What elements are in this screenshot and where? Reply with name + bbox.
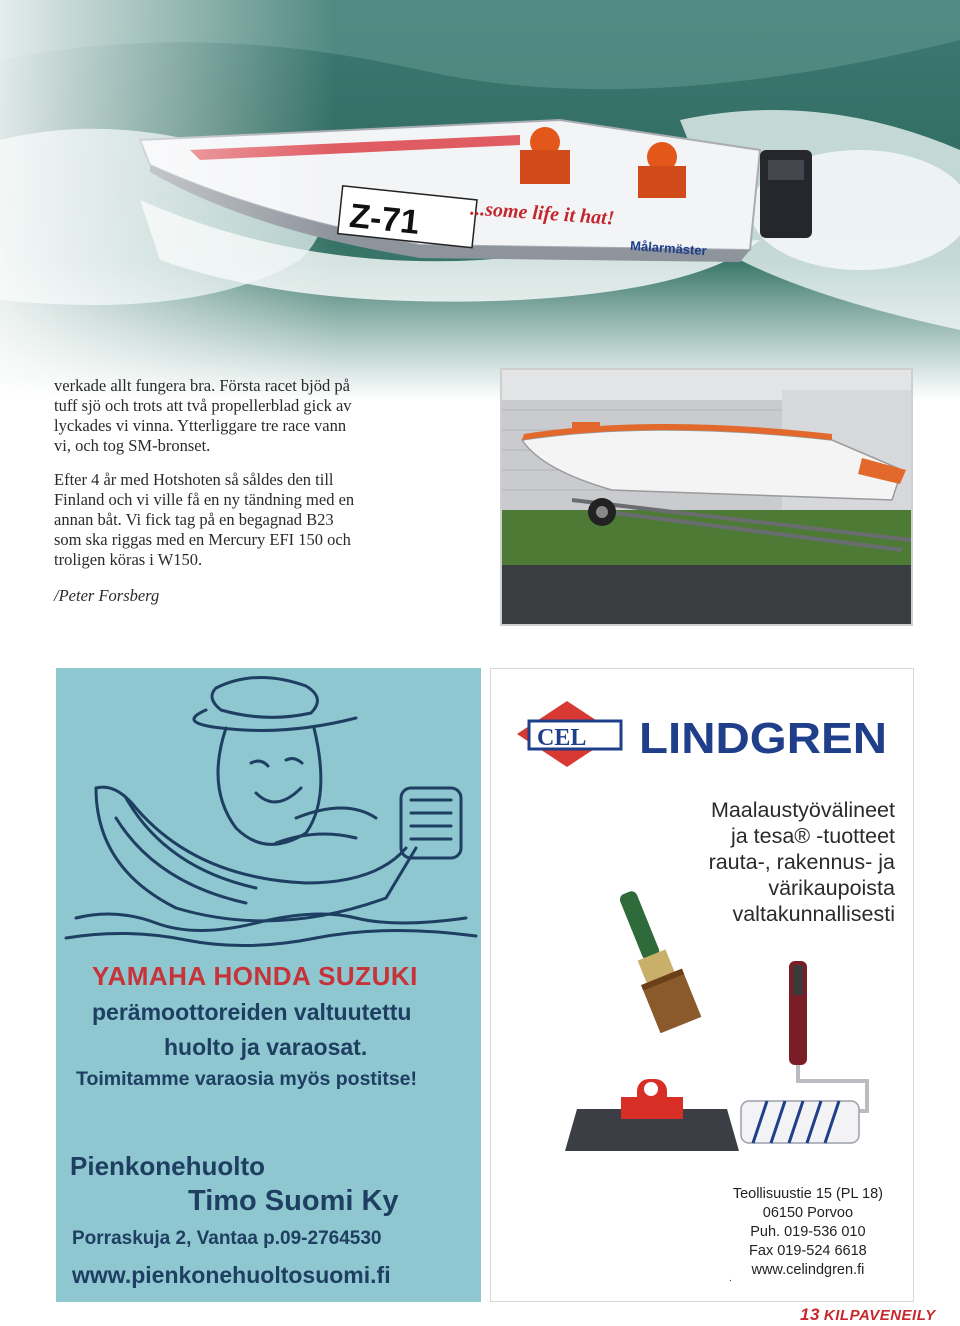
ad-left-line-3: Toimitamme varaosia myös postitse! [76, 1068, 418, 1090]
tagline-line-4: värikaupoista [768, 876, 895, 900]
address-phone: Puh. 019-536 010 [750, 1224, 866, 1240]
cartoon-boat-illustration [56, 668, 481, 958]
boat-on-trailer-photo [500, 368, 913, 626]
ad-left-company-2: Timo Suomi Ky [188, 1185, 399, 1217]
ad-left-brands: YAMAHA HONDA SUZUKI [92, 961, 418, 991]
hero-illustration [0, 0, 960, 400]
article-paragraph-1: verkade allt fungera bra. Första racet bjöd på tuff sjö och trots att två propellerblad gick av lyckades vi vinna. Ytterliggare tre race vann vi, och tog SM-bronset. [54, 376, 352, 455]
page-number: 13 [800, 1305, 820, 1324]
ad-right-address [733, 1185, 883, 1280]
address-line-1: Teollisuustie 15 (PL 18) [732, 1186, 883, 1202]
paint-roller-icon [741, 961, 867, 1143]
article-signature: /Peter Forsberg [54, 586, 160, 605]
address-website[interactable]: www.celindgren.fi [751, 1262, 865, 1278]
section-name: KILPAVENEILY [823, 1307, 936, 1324]
ad-left-line-1: perämoottoreiden valtuutettu [92, 999, 412, 1025]
putty-knife-icon [565, 1079, 739, 1151]
tagline-line-5: valtakunnallisesti [732, 902, 895, 926]
page-footer [800, 1305, 936, 1325]
logo-name: LINDGREN [639, 714, 887, 763]
ad-left-website[interactable]: www.pienkonehuoltosuomi.fi [72, 1262, 391, 1288]
ad-left-address: Porraskuja 2, Vantaa p.09-2764530 [72, 1228, 382, 1249]
ad-cel-lindgren [490, 668, 914, 1302]
logo-badge: CEL [537, 725, 587, 751]
ad-pienkonehuolto [56, 668, 481, 1302]
article-paragraph-2: Efter 4 år med Hotshoten så såldes den till Finland och vi ville få en ny tändning med en annan båt. Vi fick tag på en begagnad B23 som ska riggas med en Mercury EFI 150 och troligen köras i W150. [54, 470, 355, 569]
hero-boat-photo [0, 0, 960, 400]
ad-right-dot: . [729, 1273, 732, 1284]
article-body [54, 376, 359, 620]
tagline-line-2: ja tesa® -tuotteet [730, 824, 895, 848]
tagline-line-3: rauta-, rakennus- ja [708, 850, 895, 874]
trailer-illustration [502, 370, 911, 624]
paintbrush-icon [607, 884, 701, 1033]
address-line-2: 06150 Porvoo [762, 1205, 854, 1221]
ad-left-company-1: Pienkonehuolto [70, 1151, 265, 1181]
tagline-line-1: Maalaustyövälineet [710, 798, 895, 822]
ad-left-line-2: huolto ja varaosat. [164, 1034, 368, 1060]
address-fax: Fax 019-524 6618 [749, 1243, 867, 1259]
